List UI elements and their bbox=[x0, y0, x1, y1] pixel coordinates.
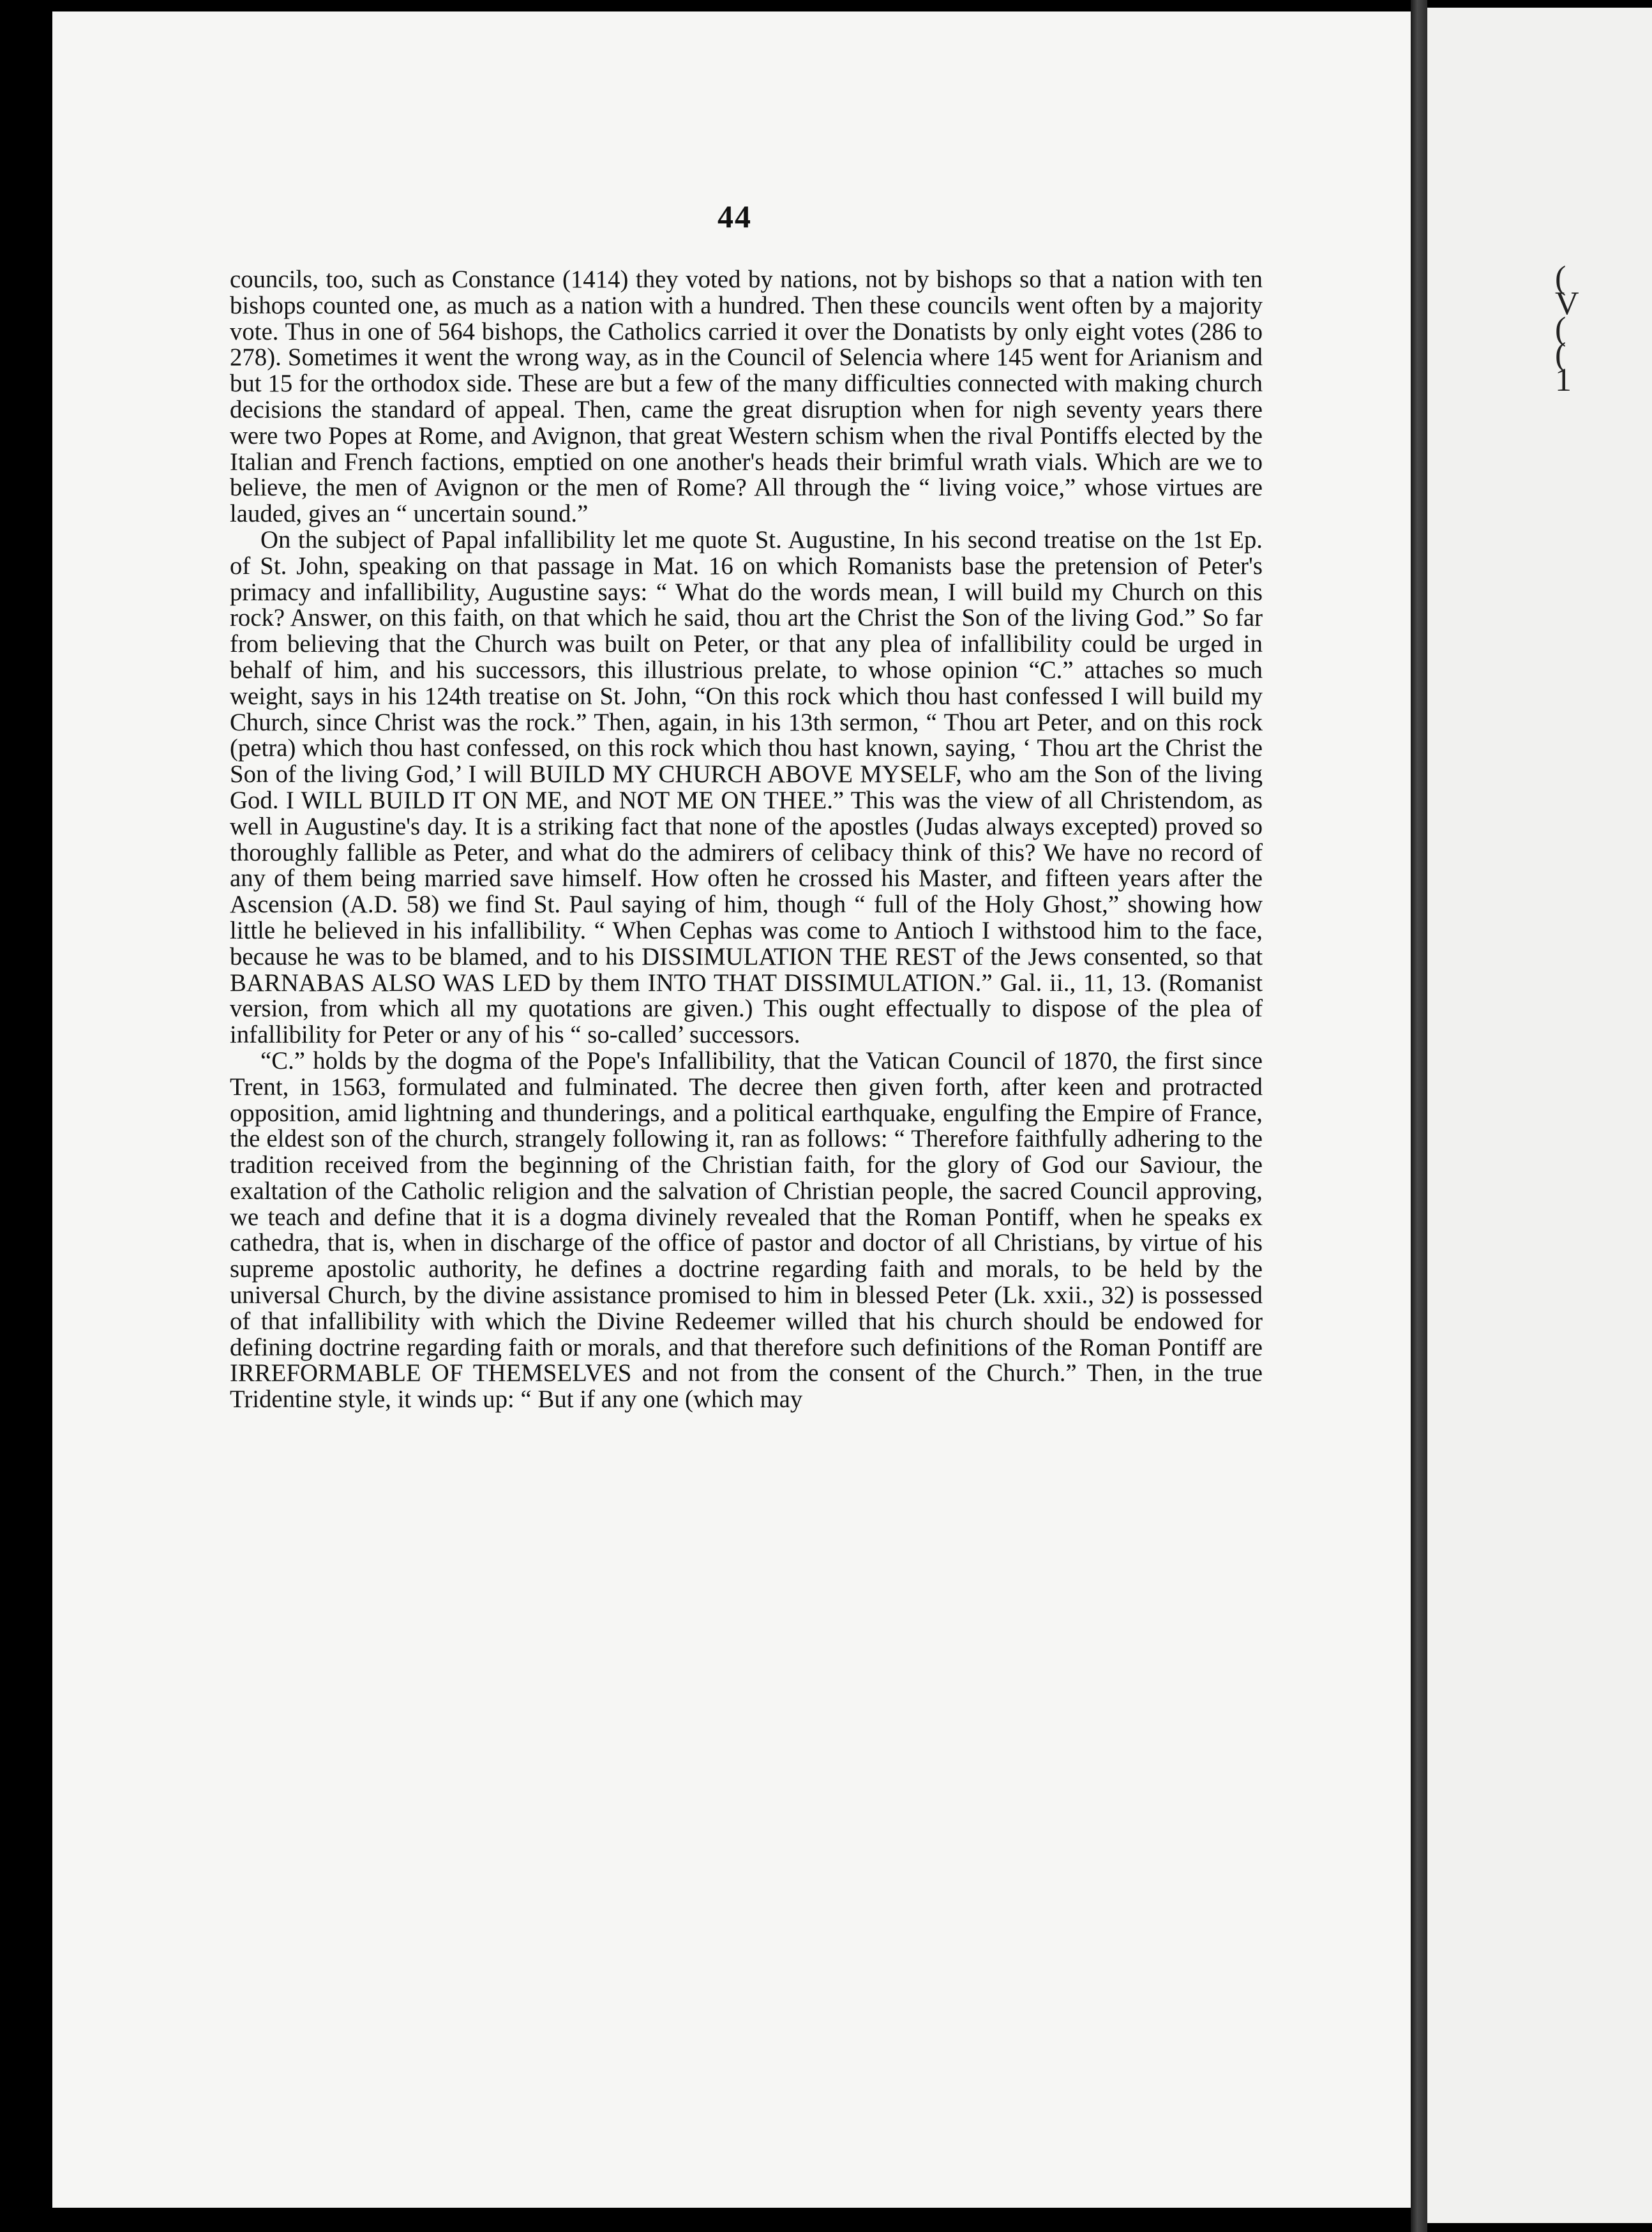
facing-page-edge bbox=[1427, 8, 1652, 2223]
body-text bbox=[230, 267, 1263, 1413]
edge-char: ( bbox=[1555, 260, 1566, 296]
page-number: 44 bbox=[717, 199, 752, 234]
book-page bbox=[52, 11, 1417, 2208]
page-gutter bbox=[1411, 0, 1427, 2232]
edge-char: ( bbox=[1555, 336, 1566, 373]
edge-char: 1 bbox=[1555, 362, 1572, 398]
paragraph-councils: councils, too, such as Constance (1414) they voted by nations, not by bishops so that a nation with ten bishops counted one, as much as a nation with a hundred. Then these councils went often by a majority vote. Thus in one of 564 bishops, the Catholics carried it over the Donatists by only eight votes (286 to 278). Sometimes it went the wrong way, as in the Council of Selencia where 145 went for Arianism and but 15 for the orthodox side. These are but a few of the many difficulties connected with making church decisions the standard of appeal. Then, came the great disruption when for nigh seventy years there were two Popes at Rome, and Avignon, that great Western schism when the rival Pontiffs elected by the Italian and French factions, emptied on one another's heads their brimful wrath vials. Which are we to believe, the men of Avignon or the men of Rome? All through the “ living voice,” whose virtues are lauded, gives an “ uncertain sound.” bbox=[230, 266, 1263, 528]
edge-char: ( bbox=[1555, 311, 1566, 347]
paragraph-vatican-council: “C.” holds by the dogma of the Pope's Infallibility, that the Vatican Council of 1870, the first since Trent, in 1563, formulated and fulminated. The decree then given forth, after keen and protracted opposition, amid lightning and thunderings, and a political earthquake, engulfing the Empire of France, the eldest son of the church, strangely following it, ran as follows: “ Therefore faithfully adhering to the tradition received from the beginning of the Christian faith, for the glory of God our Saviour, the exaltation of the Catholic religion and the salvation of Christian people, the sacred Council approving, we teach and define that it is a dogma divinely revealed that the Roman Pontiff, when he speaks ex cathedra, that is, when in discharge of the office of pastor and doctor of all Christians, by virtue of his supreme apostolic authority, he defines a doctrine regarding faith and morals, to be held by the universal Church, by the divine assistance promised to him in blessed Peter (Lk. xxii., 32) is possessed of that infallibility with which the Divine Redeemer willed that his church should be endowed for defining doctrine regarding faith or morals, and that therefore such definitions of the Roman Pontiff are IRREFORMABLE OF THEMSELVES and not from the consent of the Church.” Then, in the true Tridentine style, it winds up: “ But if any one (which may bbox=[230, 1046, 1263, 1414]
edge-char: V bbox=[1555, 285, 1579, 322]
paragraph-augustine: On the subject of Papal infallibility let me quote St. Augustine, In his second treatise on the 1st Ep. of St. John, speaking on that passage in Mat. 16 on which Romanists base the pretension of Peter's primacy and infallibility, Augustine says: “ What do the words mean, I will build my Church on this rock? Answer, on this faith, on that which he said, thou art the Christ the Son of the living God.” So far from believing that the Church was built on Peter, or that any plea of infallibility could be urged in behalf of him, and his successors, this illustrious prelate, to whose opinion “C.” attaches so much weight, says in his 124th treatise on St. John, “On this rock which thou hast confessed I will build my Church, since Christ was the rock.” Then, again, in his 13th sermon, “ Thou art Peter, and on this rock (petra) which thou hast confessed, on this rock which thou hast known, saying, ‘ Thou art the Christ the Son of the living God,’ I will BUILD MY CHURCH ABOVE MYSELF, who am the Son of the living God. I WILL BUILD IT ON ME, and NOT ME ON THEE.” This was the view of all Christendom, as well in Augustine's day. It is a striking fact that none of the apostles (Judas always excepted) proved so thoroughly fallible as Peter, and what do the admirers of celibacy think of this? We have no record of any of them being married save himself. How often he crossed his Master, and fifteen years after the Ascension (A.D. 58) we find St. Paul saying of him, though “ full of the Holy Ghost,” showing how little he believed in his infallibility. “ When Cephas was come to Antioch I withstood him to the face, because he was to be blamed, and to his DISSIMULATION THE REST of the Jews consented, so that BARNABAS ALSO WAS LED by them INTO THAT DISSIMULATION.” Gal. ii., 11, 13. (Romanist version, from which all my quotations are given.) This ought effectually to dispose of the plea of infallibility for Peter or any of his “ so-called’ successors. bbox=[230, 525, 1263, 1049]
